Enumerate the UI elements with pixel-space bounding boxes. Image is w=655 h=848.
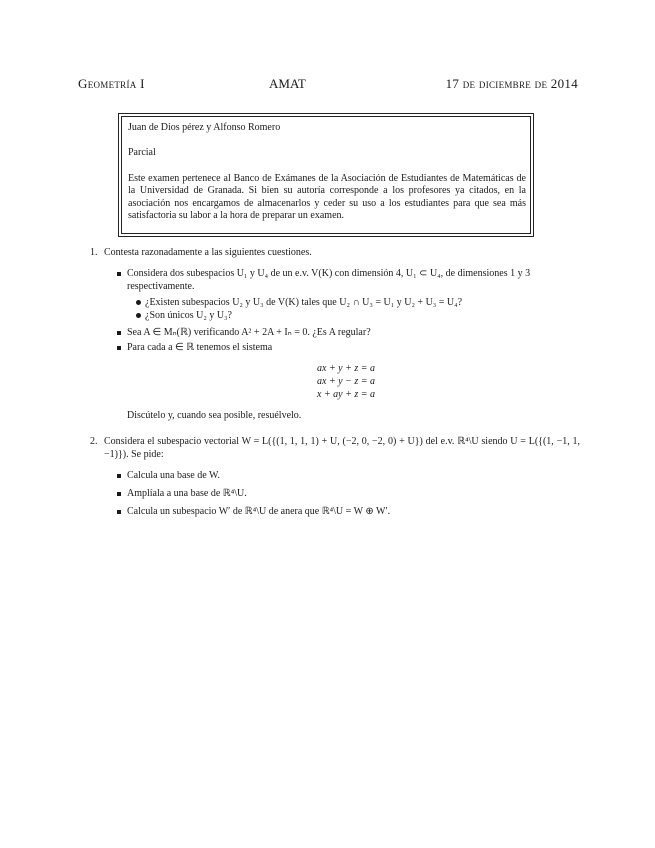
exercise-statement: Contesta razonadamente a las siguientes cuestiones. [104,247,312,258]
exercise-1 [90,246,580,422]
info-box [118,113,534,237]
item-text: Considera dos subespacios U₁ y U₄ de un e.v. V(K) con dimensión 4, U₁ ⊂ U₄, de dimensiones 1 y 3 respectivamente. [127,268,531,292]
item-text: Para cada a ∈ ℝ tenemos el sistema [127,342,273,353]
equation: x + ay + z = a [317,389,376,400]
sub-item: ¿Son únicos U₂ y U₃? [127,309,580,322]
equation-system [127,362,580,401]
exercise-number: 1. [90,247,98,258]
bank-description: Este examen pertenece al Banco de Exámanes de la Asociación de Estudiantes de Matemáticas de la Universidad de Granada. Si bien su autoría corresponde a los profesores ya citados, en la asociación nos encargamos de almacenarlos y ceder su uso a los estudiantes para que sea más satisfactoria su labor a la hora de preparar un examen. [128,172,526,222]
list-item: Calcula una base de W. [90,469,580,482]
degree-label: AMAT [269,76,306,91]
list-item: Calcula un subespacio W′ de ℝ⁴\U de anera que ℝ⁴\U = W ⊕ W′. [90,505,580,518]
list-item [90,341,580,422]
exercise-1-items [90,267,580,422]
sub-item: ¿Existen subespacios U₂ y U₃ de V(K) tales que U₂ ∩ U₃ = U₁ y U₂ + U₃ = U₄? [127,296,580,309]
exercise-2-items [90,469,580,518]
equation: ax + y − z = a [317,376,376,387]
exam-date: 17 de diciembre de 2014 [445,76,578,91]
list-item: Amplíala a una base de ℝ⁴\U. [90,487,580,500]
list-item [90,267,580,322]
equation: ax + y + z = a [317,363,376,374]
sub-items [127,296,580,322]
exam-body [90,246,580,518]
info-box-inner [121,116,531,234]
course-title: Geometría I [78,76,145,91]
exercise-statement: Considera el subespacio vectorial W = L({(1, 1, 1, 1) + U, (−2, 0, −2, 0) + U}) del e.v. ℝ⁴\U siendo U = L({(1, −1, 1, −1)}). Se pide: [104,436,580,460]
exercise-number: 2. [90,436,98,447]
item-followup: Discútelo y, cuando sea posible, resuélvelo. [127,410,302,421]
authors-line: Juan de Dios pérez y Alfonso Romero [128,122,281,133]
exam-type: Parcial [128,147,156,159]
exercise-2 [90,435,580,518]
list-item: Sea A ∈ Mₙ(ℝ) verificando A² + 2A + Iₙ = 0. ¿Es A regular? [90,326,580,339]
page-header [78,76,578,94]
